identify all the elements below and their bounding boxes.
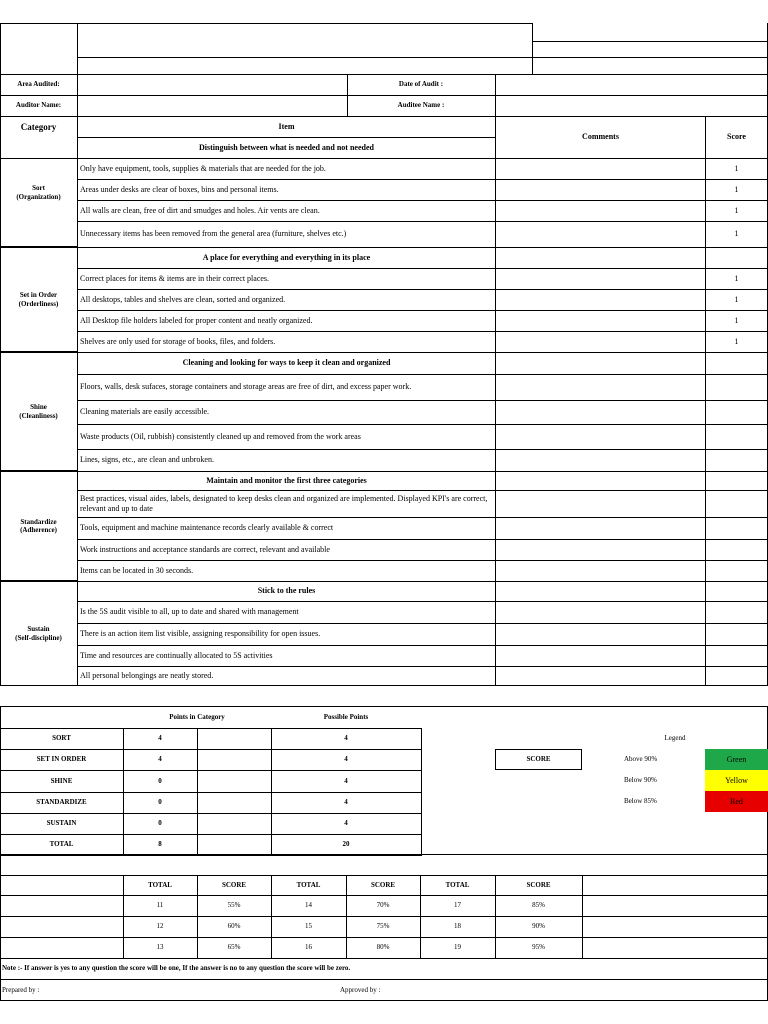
legend-label: Below 85%	[624, 797, 657, 806]
scale-cell: 11	[156, 901, 164, 910]
scale-cell: 80%	[376, 943, 390, 952]
checklist-item: Areas under desks are clear of boxes, bins and personal items.	[80, 184, 279, 194]
scale-header: SCORE	[370, 880, 396, 889]
summary-points: 8	[158, 840, 162, 849]
section-heading: Maintain and monitor the first three categories	[206, 475, 367, 485]
comment-cell[interactable]	[496, 561, 705, 581]
comment-cell[interactable]	[496, 450, 705, 471]
score-cell[interactable]: 1	[734, 163, 739, 173]
scale-cell: 70%	[376, 901, 390, 910]
legend-label: Below 90%	[624, 776, 657, 785]
date-of-audit-label: Date of Audit :	[398, 80, 444, 89]
comments-column-header: Comments	[582, 132, 619, 142]
summary-points: 0	[158, 776, 162, 785]
comment-cell[interactable]	[496, 222, 705, 247]
score-cell[interactable]	[706, 645, 767, 666]
summary-blank-cell	[197, 813, 271, 834]
summary-points: 4	[158, 734, 162, 743]
score-cell[interactable]	[706, 539, 767, 560]
summary-category-name: SORT	[52, 734, 71, 743]
comment-cell[interactable]	[496, 332, 705, 352]
scale-cell: 18	[454, 922, 461, 931]
summary-blank-cell	[197, 770, 271, 792]
checklist-item: Lines, signs, etc., are clean and unbroken.	[80, 455, 214, 465]
checklist-item: Cleaning materials are easily accessible.	[80, 407, 210, 417]
score-cell[interactable]	[706, 400, 767, 424]
summary-category-name: STANDARDIZE	[36, 798, 87, 807]
legend-color-swatch: Red	[705, 791, 768, 812]
auditee-name-field[interactable]	[496, 96, 768, 116]
scale-cell: 90%	[532, 922, 545, 931]
comment-cell[interactable]	[496, 311, 705, 331]
prepared-by-label: Prepared by :	[2, 985, 40, 994]
scale-cell: 17	[454, 901, 461, 910]
checklist-item: All personal belongings are neatly stored.	[80, 671, 214, 681]
summary-category-name: SET IN ORDER	[36, 755, 87, 764]
score-cell[interactable]	[706, 424, 767, 449]
section-heading: Distinguish between what is needed and not needed	[199, 143, 374, 153]
scoring-note: Note :- If answer is yes to any question the score will be one, If the answer is no to any question the score will be zero.	[2, 964, 351, 973]
checklist-item: Waste products (Oil, rubbish) consistently cleaned up and removed from the work areas	[80, 431, 361, 441]
scale-cell: 13	[156, 943, 164, 952]
possible-points-label: Possible Points	[323, 712, 369, 721]
auditor-name-field[interactable]	[78, 96, 347, 116]
checklist-item: All Desktop file holders labeled for proper content and neatly organized.	[80, 315, 313, 325]
score-cell[interactable]	[706, 601, 767, 623]
score-cell[interactable]	[706, 449, 767, 471]
scale-header: TOTAL	[445, 880, 470, 889]
summary-possible: 20	[342, 840, 350, 849]
category-cell: Sort (Organization)	[16, 184, 61, 201]
approved-by-label: Approved by :	[340, 985, 381, 994]
comment-cell[interactable]	[496, 201, 705, 221]
comment-cell[interactable]	[496, 624, 705, 645]
scale-header: SCORE	[526, 880, 551, 889]
score-cell[interactable]: 1	[734, 205, 739, 215]
score-cell[interactable]	[706, 623, 767, 645]
score-cell[interactable]	[706, 374, 767, 400]
category-cell: Sustain (Self-discipline)	[15, 625, 62, 642]
summary-category-name: TOTAL	[49, 840, 74, 849]
summary-category-name: SUSTAIN	[46, 819, 77, 828]
comment-cell[interactable]	[496, 425, 705, 449]
score-cell[interactable]: 1	[734, 336, 739, 346]
legend-title: Legend	[664, 733, 686, 742]
checklist-item: Work instructions and acceptance standards are correct, relevant and available	[80, 544, 330, 554]
date-of-audit-field[interactable]	[496, 75, 768, 95]
checklist-item: Shelves are only used for storage of books, files, and folders.	[80, 336, 276, 346]
score-box	[495, 749, 582, 770]
scale-cell: 16	[305, 943, 312, 952]
scale-cell: 55%	[227, 901, 241, 910]
scale-cell: 14	[305, 901, 312, 910]
checklist-item: Best practices, visual aides, labels, designated to keep desks clean and organized are implemented. Displayed KPI's are correct, relevant and up to date	[80, 494, 488, 513]
comment-cell[interactable]	[496, 401, 705, 424]
checklist-item: Time and resources are continually allocated to 5S activities	[80, 650, 273, 660]
score-cell[interactable]: 1	[734, 184, 739, 194]
checklist-bottom-border	[0, 685, 768, 686]
legend-color-swatch: Green	[705, 749, 768, 770]
score-box-label: SCORE	[526, 755, 551, 764]
scale-header: SCORE	[221, 880, 247, 889]
score-column-header: Score	[727, 132, 746, 142]
checklist-item: Floors, walls, desk sufaces, storage containers and storage areas are free of dirt, and excess paper work.	[80, 382, 412, 392]
score-cell[interactable]: 1	[734, 229, 739, 239]
checklist-item: Is the 5S audit visible to all, up to date and shared with management	[80, 607, 299, 617]
scale-cell: 15	[305, 922, 312, 931]
summary-points: 0	[158, 819, 162, 828]
comment-cell[interactable]	[496, 646, 705, 666]
checklist-item: Only have equipment, tools, supplies & materials that are needed for the job.	[80, 163, 326, 173]
summary-possible: 4	[344, 755, 348, 764]
checklist-item: Correct places for items & items are in their correct places.	[80, 273, 270, 283]
section-heading: Stick to the rules	[257, 586, 316, 596]
summary-blank-cell	[197, 834, 271, 855]
checklist-item: There is an action item list visible, assigning responsibility for open issues.	[80, 629, 321, 639]
checklist-item: All walls are clean, free of dirt and smudges and holes. Air vents are clean.	[80, 205, 320, 215]
summary-possible: 4	[344, 798, 348, 807]
summary-blank-cell	[197, 792, 271, 813]
section-heading: A place for everything and everything in its place	[202, 252, 371, 262]
checklist-item: Items can be located in 30 seconds.	[80, 565, 194, 575]
category-cell: Set in Order (Orderliness)	[18, 291, 59, 308]
checklist-item: Unnecessary items has been removed from the general area (furniture, shelves etc.)	[80, 229, 347, 239]
summary-possible: 4	[344, 776, 348, 785]
checklist-item: All desktops, tables and shelves are clean, sorted and organized.	[80, 294, 286, 304]
scale-cell: 60%	[227, 922, 241, 931]
comment-cell[interactable]	[496, 518, 705, 539]
category-cell: Standardize (Adherence)	[20, 517, 57, 534]
score-cell[interactable]	[706, 490, 767, 517]
comment-cell[interactable]	[496, 667, 705, 686]
auditor-name-label: Auditor Name:	[15, 101, 62, 110]
scale-header: TOTAL	[296, 880, 321, 889]
score-cell[interactable]: 1	[734, 273, 739, 283]
legend-label: Above 90%	[624, 755, 658, 764]
comment-cell[interactable]	[496, 269, 705, 289]
scale-cell: 75%	[376, 922, 390, 931]
score-cell[interactable]	[706, 666, 767, 686]
scale-cell: 19	[454, 943, 461, 952]
scale-cell: 85%	[532, 901, 545, 910]
area-audited-label: Area Audited:	[17, 80, 60, 89]
checklist-item: Tools, equipment and machine maintenance records clearly available & correct	[80, 523, 334, 533]
comment-cell[interactable]	[496, 159, 705, 179]
summary-possible: 4	[344, 819, 348, 828]
summary-blank-cell	[197, 728, 271, 749]
comment-cell[interactable]	[496, 375, 705, 400]
section-heading: Cleaning and looking for ways to keep it clean and organized	[182, 358, 391, 368]
item-column-header: Item	[278, 121, 295, 131]
comment-cell[interactable]	[496, 602, 705, 623]
auditee-name-label: Auditee Name :	[397, 101, 445, 110]
summary-category-name: SHINE	[50, 776, 73, 785]
comment-cell[interactable]	[496, 180, 705, 200]
summary-points: 4	[158, 755, 162, 764]
score-cell[interactable]	[706, 560, 767, 581]
scale-header: TOTAL	[148, 880, 172, 889]
comment-cell[interactable]	[496, 290, 705, 310]
summary-possible: 4	[344, 734, 348, 743]
points-in-category-label: Points in Category	[169, 712, 225, 721]
scale-cell: 12	[156, 922, 164, 931]
score-cell[interactable]: 1	[734, 294, 739, 304]
summary-blank-cell	[197, 749, 271, 770]
area-audited-field[interactable]	[78, 75, 347, 95]
score-cell[interactable]: 1	[734, 315, 739, 325]
category-cell: Shine (Cleanliness)	[19, 403, 58, 420]
legend-color-swatch: Yellow	[705, 770, 768, 791]
comment-cell[interactable]	[496, 491, 705, 517]
summary-points: 0	[158, 798, 162, 807]
score-cell[interactable]	[706, 517, 767, 539]
comment-cell[interactable]	[496, 540, 705, 560]
scale-cell: 95%	[532, 943, 545, 952]
scale-cell: 65%	[227, 943, 241, 952]
category-column-header: Category	[20, 121, 57, 132]
